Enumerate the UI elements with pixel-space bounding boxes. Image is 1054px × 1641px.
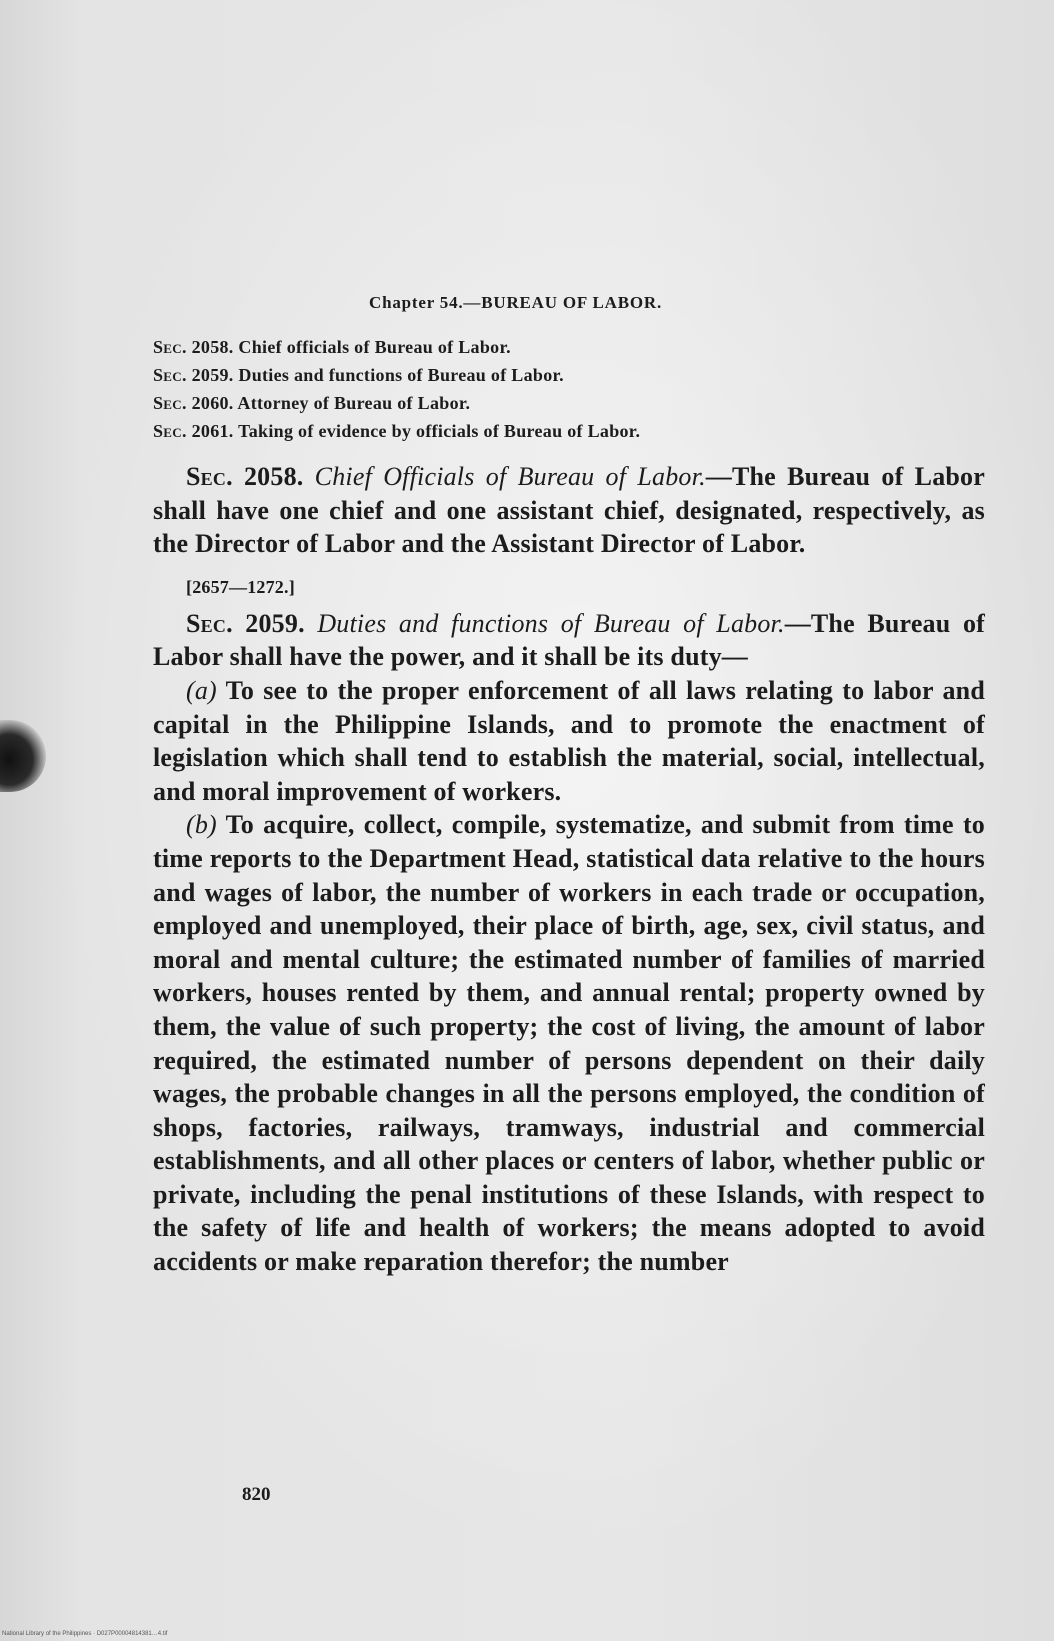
section-2058-paragraph (153, 460, 985, 561)
toc-entry: Sec. 2059. Duties and functions of Bureau of Labor. (153, 365, 564, 385)
citation: [2657—1272.] (186, 576, 295, 597)
body-text (153, 460, 985, 1279)
scanner-thumb-shadow (0, 720, 46, 792)
section-number: Sec. 2058. (186, 462, 304, 491)
subsection-a (153, 674, 985, 808)
subsection-text: To acquire, collect, compile, systematize, and submit from time to time reports to the Department Head, statistical data relative to the hours and wages of labor, the number of workers in each trade or occupation, employed and unemployed, their place of birth, age, sex, civil status, and moral and mental culture; the estimated number of families of married workers, houses rented by them, and annual rental; property owned by them, the value of such property; the cost of living, the amount of labor required, the estimated number of persons dependent on their daily wages, the probable changes in all the persons employed, the condition of shops, factories, railways, tramways, industrial and commercial establishments, and all other places or centers of labor, whether public or private, including the penal institutions of these Islands, with respect to the safety of life and health of workers; the means adopted to avoid accidents or make reparation therefor; the number (153, 810, 985, 1277)
section-title: Duties and functions of Bureau of Labor. (317, 608, 785, 638)
chapter-heading: Chapter 54.—BUREAU OF LABOR. (369, 293, 662, 312)
section-2059-paragraph (153, 607, 985, 674)
page-number: 820 (242, 1484, 271, 1505)
section-body: —The Bureau of Labor shall have one chief and one assistant chief, designated, respectively, as the Director of Labor and the Assistant Director of Labor. (153, 462, 985, 559)
section-number: Sec. 2059. (186, 608, 305, 638)
toc-entry: Sec. 2061. Taking of evidence by officials of Bureau of Labor. (153, 421, 641, 441)
subsection-label: (a) (186, 675, 217, 705)
subsection-label: (b) (186, 810, 217, 840)
toc-entry: Sec. 2058. Chief officials of Bureau of Labor. (153, 337, 511, 357)
toc-entry: Sec. 2060. Attorney of Bureau of Labor. (153, 393, 471, 413)
subsection-b (153, 808, 985, 1278)
scan-credit-footer: National Library of the Philippines · D027P00004814381…4.tif (2, 1631, 168, 1637)
section-title: Chief Officials of Bureau of Labor. (314, 462, 706, 491)
section-intro: —The Bureau of Labor shall have the power, and it shall be its duty— (153, 608, 986, 672)
section-contents-list (153, 333, 640, 445)
subsection-text: To see to the proper enforcement of all laws relating to labor and capital in the Philippine Islands, and to promote the enactment of legislation which shall tend to establish the material, social, intellectual, and moral improvement of workers. (153, 675, 985, 806)
